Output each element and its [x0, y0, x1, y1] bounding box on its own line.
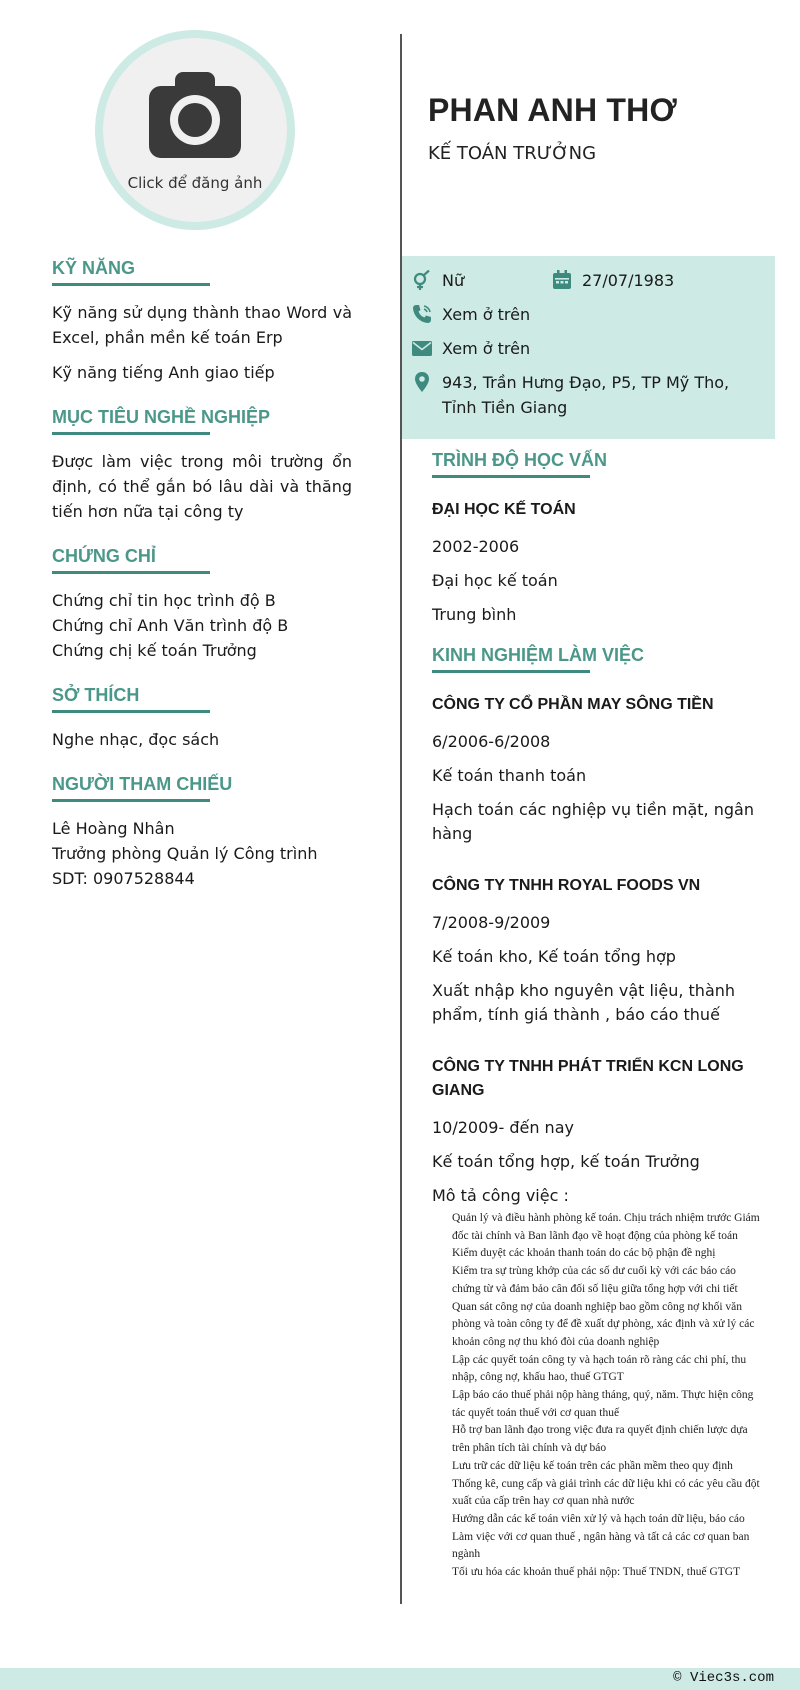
certificates-title: CHỨNG CHỈ	[52, 546, 156, 566]
candidate-position: KẾ TOÁN TRƯỞNG	[428, 143, 597, 164]
job-role: Kế toán thanh toán	[432, 766, 587, 785]
skill-item: Kỹ năng tiếng Anh giao tiếp	[52, 363, 275, 382]
job-company: CÔNG TY CỔ PHẦN MAY SÔNG TIỀN	[432, 696, 714, 713]
certificate-item: Chứng chỉ tin học trình độ B	[52, 591, 276, 610]
section-underline	[432, 670, 590, 673]
envelope-icon	[412, 338, 432, 358]
gender-row	[412, 268, 464, 293]
email-row	[412, 336, 530, 361]
education-title: TRÌNH ĐỘ HỌC VẤN	[432, 450, 607, 470]
right-column	[432, 450, 762, 1582]
email-value: Xem ở trên	[442, 339, 531, 358]
address-row	[412, 370, 762, 420]
education-period: 2002-2006	[432, 537, 520, 556]
phone-row	[412, 302, 530, 327]
photo-upload[interactable]	[95, 30, 295, 230]
job-entry	[432, 874, 762, 1027]
footer-credit: © Viec3s.com	[673, 1670, 774, 1686]
section-underline	[52, 571, 210, 574]
birthdate-row	[552, 268, 674, 293]
address-value: 943, Trần Hưng Đạo, P5, TP Mỹ Tho, Tỉnh Tiền Giang	[442, 373, 730, 417]
photo-caption: Click để đăng ảnh	[127, 174, 263, 192]
certificate-item: Chứng chị kế toán Trưởng	[52, 641, 257, 660]
job-description: Xuất nhập kho nguyên vật liệu, thành phẩm, tính giá thành , báo cáo thuế	[432, 981, 736, 1024]
skills-title: KỸ NĂNG	[52, 258, 136, 278]
certificate-item: Chứng chỉ Anh Văn trình độ B	[52, 616, 289, 635]
job-role: Kế toán kho, Kế toán tổng hợp	[432, 947, 676, 966]
hobbies-title: SỞ THÍCH	[52, 685, 140, 705]
experience-section	[432, 645, 762, 1582]
certificates-section	[52, 546, 352, 663]
skills-section	[52, 258, 352, 385]
task-item: Lưu trữ các dữ liệu kế toán trên các phần mềm theo quy định	[452, 1459, 733, 1472]
phone-icon	[412, 304, 432, 324]
personal-info-box	[402, 256, 775, 439]
location-pin-icon	[412, 372, 432, 392]
references-title: NGƯỜI THAM CHIẾU	[52, 774, 233, 794]
photo-placeholder[interactable]	[103, 38, 287, 222]
job-company: CÔNG TY TNHH ROYAL FOODS VN	[432, 877, 701, 894]
task-list	[452, 1210, 762, 1582]
calendar-icon	[552, 270, 572, 290]
reference-phone: SDT: 0907528844	[52, 869, 195, 888]
job-period: 6/2006-6/2008	[432, 732, 551, 751]
job-company: CÔNG TY TNHH PHÁT TRIỂN KCN LONG GIANG	[432, 1058, 744, 1099]
phone-value: Xem ở trên	[442, 305, 531, 324]
section-underline	[52, 283, 210, 286]
education-school: ĐẠI HỌC KẾ TOÁN	[432, 501, 576, 518]
task-item: Hướng dẫn các kế toán viên xử lý và hạch toán dữ liệu, báo cáo	[452, 1512, 745, 1525]
gender-value: Nữ	[442, 271, 465, 290]
camera-icon	[149, 68, 241, 166]
job-period: 10/2009- đến nay	[432, 1118, 574, 1137]
section-underline	[52, 432, 210, 435]
objective-section	[52, 407, 352, 524]
section-underline	[432, 475, 590, 478]
task-item: Lập báo cáo thuế phải nộp hàng tháng, quý, năm. Thực hiện công tác quyết toán thuế với cơ quan thuế	[452, 1389, 754, 1419]
task-item: Quan sát công nợ của doanh nghiệp bao gồm công nợ khối văn phòng và toàn công ty để đề xuất dự phòng, xác định và xử lý các khoản công nợ thu khó đòi của doanh nghiệp	[452, 1300, 755, 1348]
experience-title: KINH NGHIỆM LÀM VIỆC	[432, 645, 645, 665]
task-item: Hỗ trợ ban lãnh đạo trong việc đưa ra quyết định chiến lược dựa trên phân tích tài chính và dự báo	[452, 1424, 748, 1455]
task-item: Làm việc với cơ quan thuế , ngân hàng và tất cả các cơ quan ban ngành	[452, 1530, 750, 1561]
hobbies-section	[52, 685, 352, 752]
references-section	[52, 774, 352, 891]
hobbies-text: Nghe nhạc, đọc sách	[52, 730, 220, 749]
section-underline	[52, 799, 210, 802]
section-underline	[52, 710, 210, 713]
footer-bar	[0, 1668, 800, 1690]
task-item: Lập các quyết toán công ty và hạch toán rõ ràng các chi phí, thu nhập, công nợ, khấu hao, thuế GTGT	[452, 1353, 747, 1384]
reference-title: Trưởng phòng Quản lý Công trình	[52, 844, 318, 863]
job-period: 7/2008-9/2009	[432, 913, 551, 932]
education-major: Đại học kế toán	[432, 571, 558, 590]
education-section	[432, 450, 762, 627]
reference-name: Lê Hoàng Nhân	[52, 819, 175, 838]
gender-icon	[412, 270, 432, 290]
job-role: Kế toán tổng hợp, kế toán Trưởng	[432, 1152, 700, 1171]
task-item: Kiểm duyệt các khoản thanh toán do các bộ phận đề nghị	[452, 1247, 716, 1260]
job-description: Mô tả công việc :	[432, 1186, 569, 1205]
job-description: Hạch toán các nghiệp vụ tiền mặt, ngân hàng	[432, 800, 754, 843]
education-grade: Trung bình	[432, 605, 517, 624]
birthdate-value: 27/07/1983	[582, 271, 675, 290]
task-item: Tối ưu hóa các khoản thuế phải nộp: Thuế TNDN, thuế GTGT	[452, 1566, 741, 1579]
left-column	[52, 258, 352, 913]
candidate-name: PHAN ANH THƠ	[428, 92, 677, 128]
job-entry	[432, 693, 762, 846]
task-item: Kiểm tra sự trùng khớp của các số dư cuối kỳ với các báo cáo chứng từ và đảm bảo cân đối số liệu giữa tổng hợp với chi tiết	[452, 1265, 738, 1295]
task-item: Thống kê, cung cấp và giải trình các dữ liệu khi có các yêu cầu đột xuất của cấp trên hay cơ quan nhà nước	[452, 1477, 760, 1508]
skill-item: Kỹ năng sử dụng thành thao Word và Excel, phần mền kế toán Erp	[52, 303, 352, 347]
objective-title: MỤC TIÊU NGHỀ NGHIỆP	[52, 407, 271, 427]
objective-text: Được làm việc trong môi trường ổn định, có thể gắn bó lâu dài và thăng tiến hơn nữa tại công ty	[52, 452, 352, 521]
task-item: Quản lý và điều hành phòng kế toán. Chịu trách nhiệm trước Giám đốc tài chính và Ban lãnh đạo về hoạt động của phòng kế toán	[452, 1212, 760, 1242]
job-entry	[432, 1055, 762, 1582]
